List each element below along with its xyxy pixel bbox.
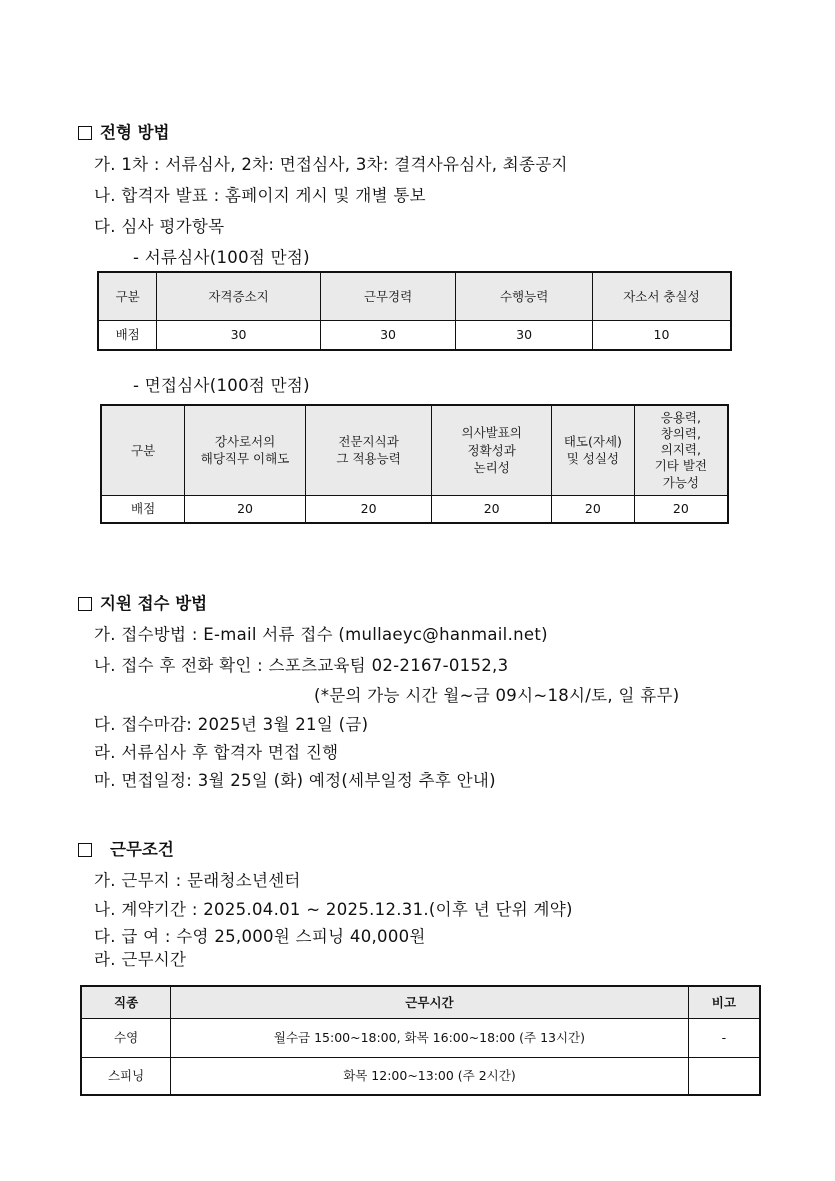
checkbox-square-icon [78,597,92,611]
interview-score-cell: 20 [634,495,728,523]
interview-score-cell: 배점 [101,495,185,523]
item-deadline: 다. 접수마감: 2025년 3월 21일 (금) [94,715,369,734]
work-time-cell: 화목 12:00~13:00 (주 2시간) [171,1057,688,1095]
doc-header-cell: 자격증소지 [157,272,320,320]
interview-header-cell: 구분 [101,405,185,495]
doc-header-cell: 자소서 충실성 [592,272,731,320]
item-inquiry-hours: (*문의 가능 시간 월~금 09시~18시/토, 일 휴무) [314,686,680,705]
item-interview-after: 라. 서류심사 후 합격자 면접 진행 [94,743,339,762]
interview-header-cell: 의사발표의 정확성과 논리성 [432,405,552,495]
doc-score-cell: 10 [592,320,731,350]
section-heading-application: 지원 접수 방법 [78,590,207,614]
doc-score-cell: 30 [320,320,456,350]
item-workplace: 가. 근무지 : 문래청소년센터 [94,871,301,890]
doc-score-cell: 배점 [98,320,157,350]
doc-score-cell: 30 [157,320,320,350]
interview-header-cell: 강사로서의 해당직무 이해도 [185,405,306,495]
interview-score-cell: 20 [185,495,306,523]
work-header-cell: 직종 [81,986,171,1018]
doc-review-table [97,271,732,351]
interview-table [100,404,729,524]
doc-header-cell: 수행능력 [456,272,593,320]
work-type-cell: 수영 [81,1018,171,1057]
doc-score-cell: 30 [456,320,593,350]
work-type-cell: 스피닝 [81,1057,171,1095]
doc-header-cell: 근무경력 [320,272,456,320]
item-announcement: 나. 합격자 발표 : 홈페이지 게시 및 개별 통보 [94,186,426,205]
work-note-cell: - [688,1018,760,1057]
item-contract-period: 나. 계약기간 : 2025.04.01 ~ 2025.12.31.(이후 년 단위 계약) [94,900,573,919]
section-heading-conditions: 근무조건 [78,836,174,860]
interview-score-cell: 20 [305,495,432,523]
interview-score-cell: 20 [552,495,635,523]
item-evaluation: 다. 심사 평가항목 [94,217,225,236]
interview-header-cell: 태도(자세) 및 성실성 [552,405,635,495]
item-phone-confirm: 나. 접수 후 전화 확인 : 스포츠교육팀 02-2167-0152,3 [94,656,509,675]
checkbox-square-icon [78,126,92,140]
interview-score-cell: 20 [432,495,552,523]
item-salary: 다. 급 여 : 수영 25,000원 스피닝 40,000원 [94,927,426,946]
interview-header-cell: 전문지식과 그 적용능력 [305,405,432,495]
work-note-cell [688,1057,760,1095]
item-application-method: 가. 접수방법 : E-mail 서류 접수 (mullaeyc@hanmail.net) [94,625,548,644]
work-header-cell: 근무시간 [171,986,688,1018]
interview-header-cell: 응용력, 창의력, 의지력, 기타 발전 가능성 [634,405,728,495]
item-stages: 가. 1차 : 서류심사, 2차: 면접심사, 3차: 결격사유심사, 최종공지 [94,155,568,174]
work-header-cell: 비고 [688,986,760,1018]
checkbox-square-icon [78,843,92,857]
item-interview-schedule: 마. 면접일정: 3월 25일 (화) 예정(세부일정 추후 안내) [94,771,496,790]
work-hours-table [80,985,761,1096]
interview-caption: - 면접심사(100점 만점) [133,376,310,395]
doc-review-caption: - 서류심사(100점 만점) [133,248,310,267]
work-time-cell: 월수금 15:00~18:00, 화목 16:00~18:00 (주 13시간) [171,1018,688,1057]
section-heading-selection: 전형 방법 [78,119,170,143]
doc-header-cell: 구분 [98,272,157,320]
item-work-hours: 라. 근무시간 [94,950,187,969]
